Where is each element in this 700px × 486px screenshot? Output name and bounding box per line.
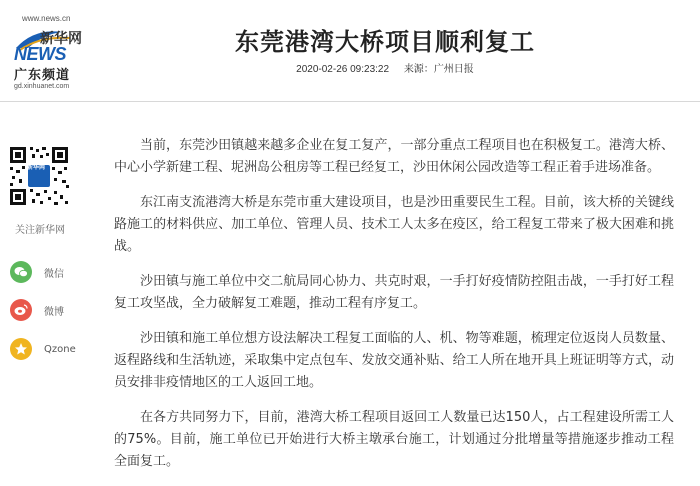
logo-news-text: NEWS — [14, 44, 66, 64]
header-divider — [0, 101, 700, 102]
article-title: 东莞港湾大桥项目顺利复工 — [235, 28, 535, 56]
article-meta — [0, 60, 700, 75]
follow-label: 关注新华网 — [15, 225, 65, 236]
qzone-icon — [10, 338, 32, 360]
share-weibo-label: 微博 — [44, 306, 64, 318]
article-source — [404, 64, 474, 75]
logo-url-bottom: gd.xinhuanet.com — [14, 83, 70, 90]
share-qzone-label: Qzone — [44, 343, 76, 355]
article-date: 2020-02-26 09:23:22 — [296, 64, 390, 75]
share-qzone-button[interactable] — [10, 338, 76, 360]
logo-url-top: www.news.cn — [22, 14, 71, 23]
logo-xinhua-text: 新华网 — [40, 31, 82, 47]
weibo-icon — [10, 299, 32, 321]
qr-center-logo: 新华网 — [27, 164, 46, 171]
source-name: 广州日报 — [433, 64, 474, 75]
share-wechat-button[interactable] — [10, 261, 64, 283]
source-label: 来源： — [403, 64, 434, 75]
article-body — [114, 135, 674, 486]
article-paragraph: 沙田镇与施工单位中交二航局同心协力、共克时艰，一手打好疫情防控阻击战，一手打好工程复工攻坚战，全力破解复工难题，推动工程有序复工。 — [114, 274, 674, 311]
article-paragraph: 东江南支流港湾大桥是东莞市重大建设项目，也是沙田重要民生工程。目前，该大桥的关键线路施工的材料供应、加工单位、管理人员、技术工人太多在疫区，给工程复工带来了极大困难和挑战。 — [114, 195, 674, 254]
article-paragraph: 沙田镇和施工单位想方设法解决工程复工面临的人、机、物等难题，梳理定位返岗人员数量、返程路线和生活轨迹，采取集中定点包车、发放交通补贴、给工人所在地开具上班证明等方式，动员安排非疫情地区的工人返回工地。 — [114, 331, 674, 390]
qr-code-icon — [8, 135, 70, 217]
share-weibo-button[interactable] — [10, 299, 64, 321]
wechat-icon — [10, 261, 32, 283]
article-paragraph: 在各方共同努力下，目前，港湾大桥工程项目返回工人数量已达150人，占工程建设所需工人的75%。目前，施工单位已开始进行大桥主墩承台施工，计划通过分批增量等措施逐步推动工程全面复工。 — [114, 410, 674, 469]
logo-channel-name: 广东频道 — [14, 68, 71, 83]
article-paragraph: 当前，东莞沙田镇越来越多企业在复工复产，一部分重点工程项目也在积极复工。港湾大桥、中心小学新建工程、坭洲岛公租房等工程已经复工，沙田休闲公园改造等工程正着手进场准备。 — [114, 138, 674, 175]
share-wechat-label: 微信 — [44, 268, 64, 280]
